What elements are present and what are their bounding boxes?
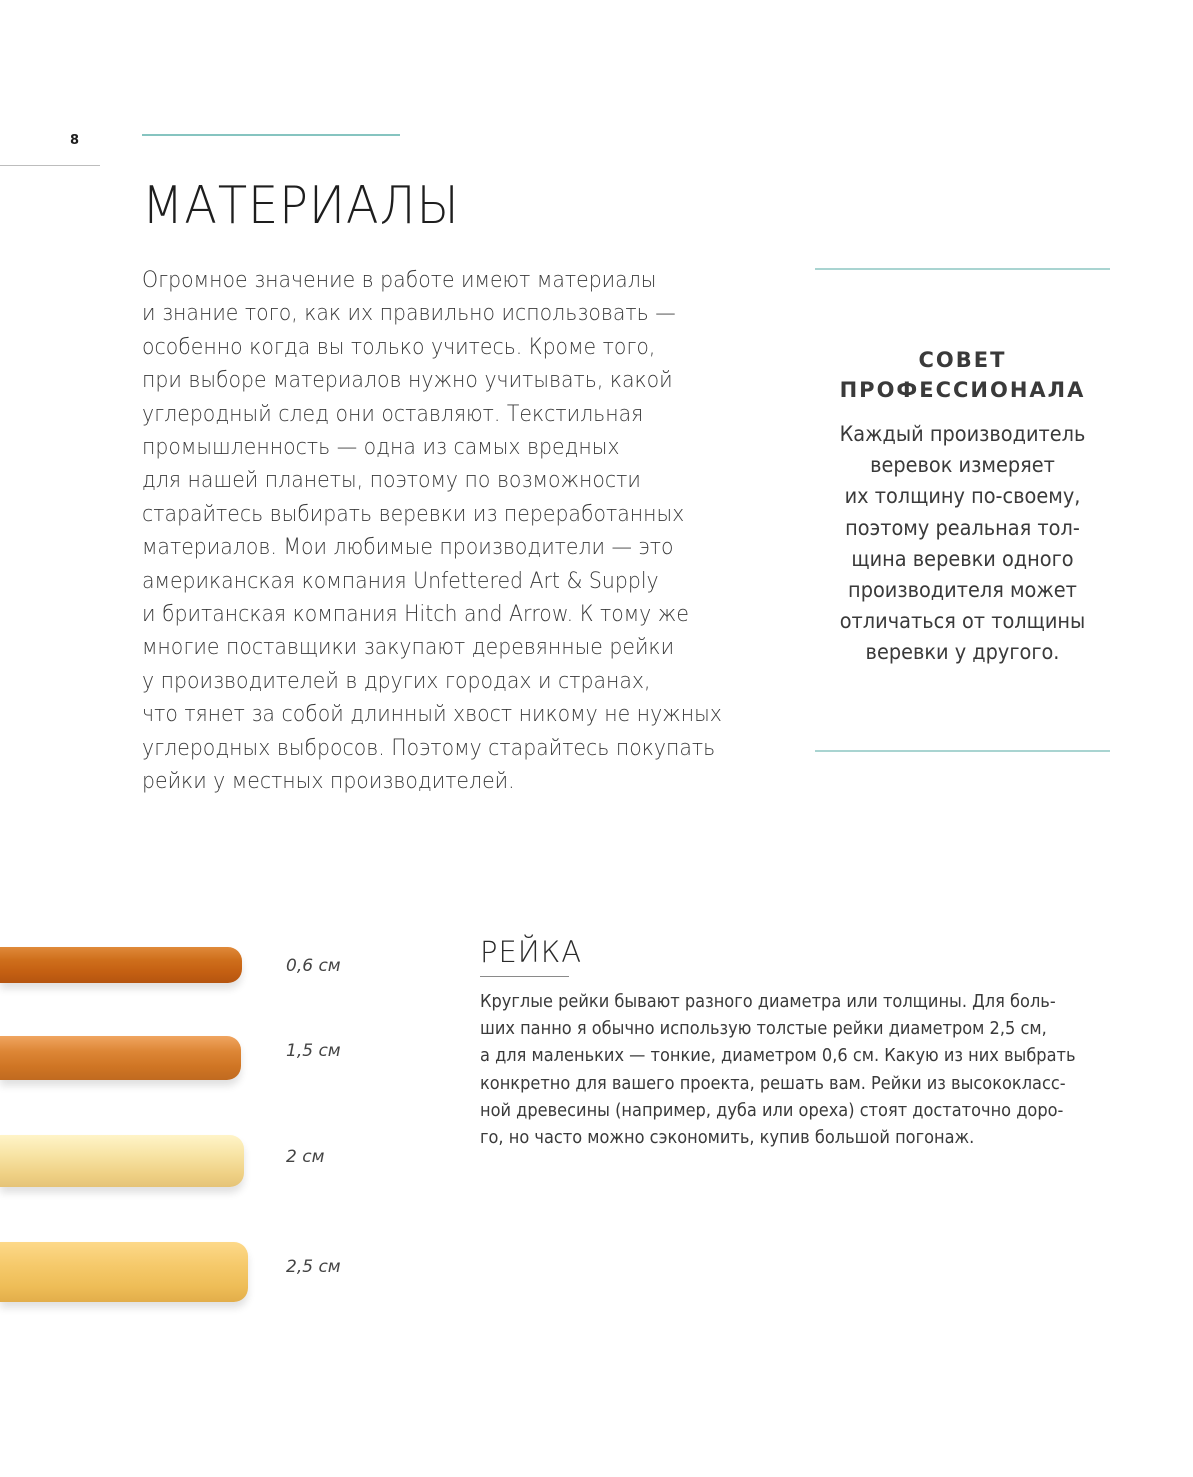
intro-line: рейки у местных производителей. [142,769,515,795]
dowel-2cm-image [0,1135,244,1187]
section-line: а для маленьких — тонкие, диаметром 0,6 см. Какую из них выбрать [480,1045,1076,1067]
tip-line: производителя может [848,578,1077,603]
intro-line: и знание того, как их правильно использовать — [142,301,676,327]
tip-line: их толщину по-своему, [844,484,1081,509]
intro-paragraph [142,264,762,799]
intro-line: материалов. Мои любимые производители — это [142,535,674,561]
intro-line: что тянет за собой длинный хвост никому не нужных [142,702,722,728]
intro-line: промышленность — одна из самых вредных [142,435,620,461]
tip-line: поэтому реальная тол- [845,515,1080,540]
section-paragraph [480,988,1120,1151]
intro-line: и британская компания Hitch and Arrow. К тому же [142,602,689,628]
page-title: МАТЕРИАЛЫ [142,176,460,236]
section-line: конкретно для вашего проекта, решать вам. Рейки из высококласс- [480,1072,1066,1094]
tip-heading [815,345,1110,405]
tip-heading-line: ПРОФЕССИОНАЛА [839,378,1086,402]
tip-line: отличаться от толщины [839,609,1086,634]
dowel-0-6cm-image [0,947,242,983]
tip-text [815,419,1110,669]
section-title: РЕЙКА [480,935,583,969]
dowel-2-5cm-image [0,1242,248,1302]
section-line: го, но часто можно сэкономить, купив большой погонаж. [480,1127,975,1149]
dowel-size-label: 0,6 см [286,956,341,976]
section-title-underline [480,976,569,977]
tip-line: веревок измеряет [870,453,1055,478]
tip-heading-line: СОВЕТ [918,348,1007,372]
intro-line: особенно когда вы только учитесь. Кроме того, [142,334,656,360]
intro-line: углеродных выбросов. Поэтому старайтесь покупать [142,735,716,761]
intro-line: для нашей планеты, поэтому по возможности [142,468,641,494]
tip-bottom-rule [815,750,1110,752]
intro-line: американская компания Unfettered Art & Supply [142,568,659,594]
intro-line: углеродный след они оставляют. Текстильная [142,401,644,427]
section-line: ной древесины (например, дуба или ореха) стоят достаточно доро- [480,1099,1064,1121]
section-line: ших панно я обычно использую толстые рейки диаметром 2,5 см, [480,1018,1047,1040]
intro-line: старайтесь выбирать веревки из переработанных [142,501,685,527]
dowel-size-label: 2 см [286,1147,325,1167]
tip-line: Каждый производитель [839,422,1086,446]
tip-line: веревки у другого. [865,640,1060,665]
page-number-rule [0,165,100,166]
dowel-size-label: 2,5 см [286,1257,341,1277]
intro-line: многие поставщики закупают деревянные рейки [142,635,675,661]
page-number: 8 [70,133,80,148]
intro-line: Огромное значение в работе имеют материалы [142,268,657,293]
intro-line: у производителей в других городах и странах, [142,668,651,694]
tip-top-rule [815,268,1110,270]
section-line: Круглые рейки бывают разного диаметра или толщины. Для боль- [480,991,1056,1012]
title-accent-rule [142,134,400,136]
intro-line: при выборе материалов нужно учитывать, какой [142,368,673,394]
tip-line: щина веревки одного [851,546,1074,571]
dowel-1-5cm-image [0,1036,241,1080]
dowel-size-label: 1,5 см [286,1041,341,1061]
